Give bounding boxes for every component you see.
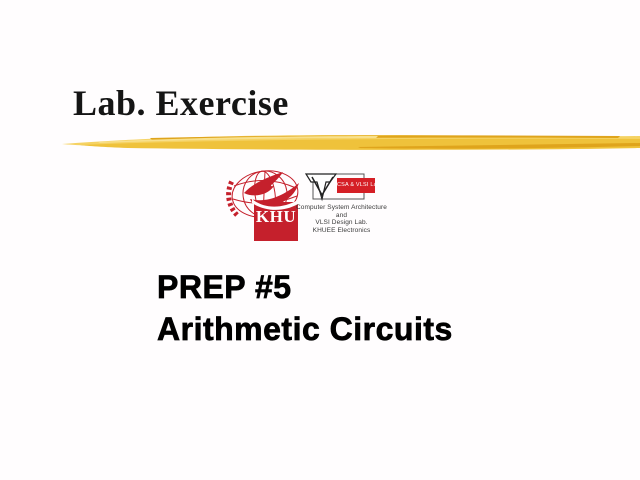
slide-title: Lab. Exercise [73, 83, 289, 123]
khu-wordmark: KHU [255, 207, 297, 226]
khu-globe-icon [224, 163, 302, 243]
vlsi-badge: CSA & VLSI Lab. [337, 178, 375, 193]
caption-line: Computer System Architecture [296, 204, 387, 211]
body-line-topic: Arithmetic Circuits [157, 311, 453, 347]
body-line-prep: PREP #5 [157, 269, 292, 305]
caption-line: VLSI Design Lab. [315, 219, 368, 227]
vlsi-captions [293, 204, 390, 234]
khu-logo [224, 163, 302, 243]
caption-line: KHUEE Electronics [312, 226, 371, 234]
title-underline-brush-icon [58, 126, 640, 156]
vlsi-lab-logo [296, 168, 399, 240]
caption-line: and [335, 211, 348, 219]
